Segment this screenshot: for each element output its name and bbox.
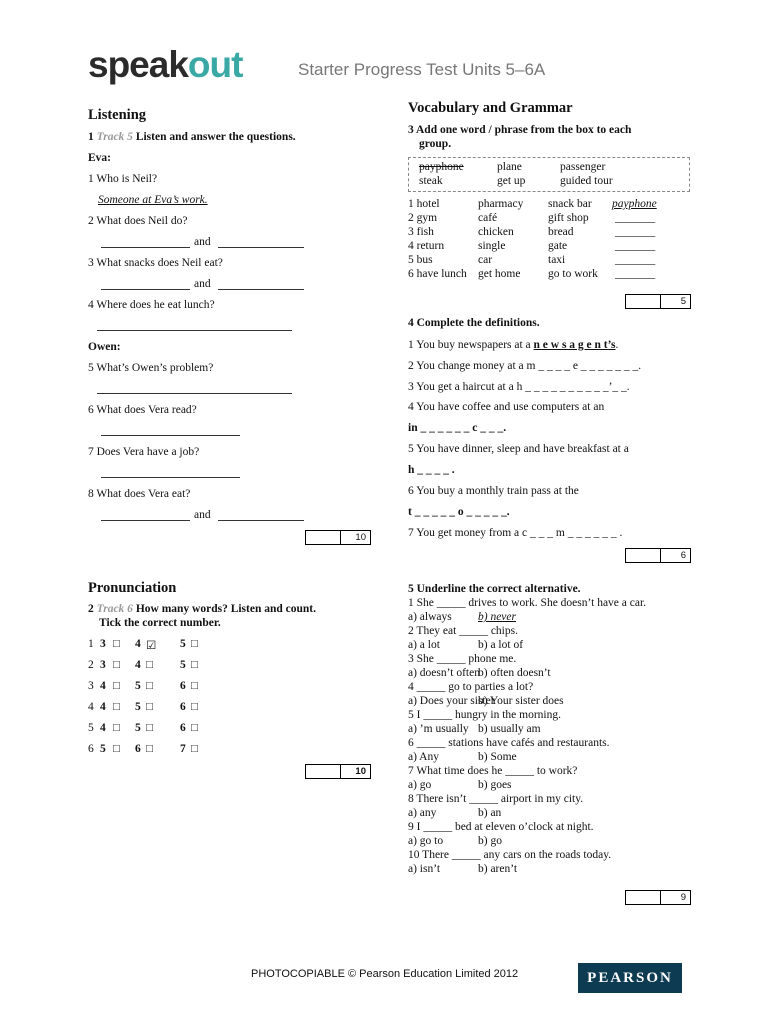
ex5-instruction: 5 Underline the correct alternative.: [408, 583, 581, 595]
and-label: and: [194, 236, 211, 248]
listening-score-box[interactable]: 10: [305, 530, 371, 545]
pron-row-number: 3: [88, 680, 94, 692]
pron-row-number: 5: [88, 722, 94, 734]
word-box-item: payphone: [419, 161, 464, 173]
tick-box[interactable]: □: [191, 722, 198, 734]
pron-option: 5: [180, 659, 186, 671]
definition-3: 3 You get a haircut at a h _ _ _ _ _ _ _ _ _ _’_ _.: [408, 381, 630, 393]
pron-option: 4: [100, 722, 106, 734]
pron-option: 6: [180, 680, 186, 692]
and-label: and: [194, 509, 211, 521]
definition-6-blanks[interactable]: t _ _ _ _ _ o _ _ _ _ _.: [408, 506, 510, 518]
ex5-question: 1 She _____ drives to work. She doesn’t have a car.: [408, 597, 647, 609]
listening-q1: 1 Who is Neil?: [88, 173, 158, 185]
answer-line[interactable]: [97, 330, 292, 331]
definition-2: 2 You change money at a m _ _ _ _ e _ _ _ _ _ _ _.: [408, 360, 642, 372]
pronunciation-heading: Pronunciation: [88, 580, 177, 596]
listening-q8: 8 What does Vera eat?: [88, 488, 191, 500]
ex5-option-b[interactable]: b) never: [478, 611, 516, 623]
ex3-instruction-line2: group.: [419, 138, 452, 150]
tick-box[interactable]: □: [146, 743, 153, 755]
group-word: pharmacy: [478, 198, 524, 210]
pron-option: 5: [180, 638, 186, 650]
pron-option: 4: [135, 638, 141, 650]
definition-5: 5 You have dinner, sleep and have breakfast at a: [408, 443, 629, 455]
tick-box[interactable]: □: [191, 659, 198, 671]
tick-box[interactable]: □: [191, 743, 198, 755]
ex3-score-box[interactable]: 5: [625, 294, 691, 309]
answer-line[interactable]: [101, 477, 240, 478]
ex5-option-a[interactable]: a) a lot: [408, 639, 440, 651]
tick-box[interactable]: □: [191, 680, 198, 692]
owen-label: Owen:: [88, 341, 121, 353]
answer-line[interactable]: [218, 247, 304, 248]
word-box-item: steak: [419, 175, 443, 187]
definition-5-blanks[interactable]: h _ _ _ _ .: [408, 464, 455, 476]
ex5-option-b[interactable]: b) aren’t: [478, 863, 518, 875]
listening-q5: 5 What’s Owen’s problem?: [88, 362, 214, 374]
pron-option: 3: [100, 638, 106, 650]
ex5-option-a[interactable]: a) always: [408, 611, 452, 623]
ex5-option-a[interactable]: a) go to: [408, 835, 444, 847]
ex5-option-b[interactable]: b) Some: [478, 751, 517, 763]
group-answer: payphone: [612, 198, 657, 210]
group-answer[interactable]: _______: [615, 268, 656, 280]
group-answer[interactable]: _______: [615, 212, 656, 224]
pron-option: 4: [135, 659, 141, 671]
tick-box[interactable]: □: [146, 680, 153, 692]
ex5-question: 9 I _____ bed at eleven o’clock at night.: [408, 821, 594, 833]
group-word: 4 return: [408, 240, 445, 252]
pron-option: 6: [135, 743, 141, 755]
speakout-logo: speakout: [88, 44, 243, 85]
ex5-question: 4 _____ go to parties a lot?: [408, 681, 534, 693]
pearson-logo: PEARSON: [578, 963, 682, 993]
vocab-heading: Vocabulary and Grammar: [408, 100, 573, 116]
tick-box[interactable]: □: [113, 722, 120, 734]
and-label: and: [194, 278, 211, 290]
definition-4: 4 You have coffee and use computers at an: [408, 401, 605, 413]
tick-box[interactable]: □: [113, 701, 120, 713]
copyright-notice: PHOTOCOPIABLE © Pearson Education Limited 2012: [251, 968, 519, 980]
ex5-question: 10 There _____ any cars on the roads today.: [408, 849, 612, 861]
definition-7: 7 You get money from a c _ _ _ m _ _ _ _ _ _ .: [408, 527, 623, 539]
pron-option: 7: [180, 743, 186, 755]
ex5-option-b[interactable]: b) an: [478, 807, 502, 819]
pron-row-number: 2: [88, 659, 94, 671]
ex5-question: 3 She _____ phone me.: [408, 653, 517, 665]
group-word: get home: [478, 268, 521, 280]
group-word: car: [478, 254, 493, 266]
group-word: snack bar: [548, 198, 592, 210]
ex5-option-b[interactable]: b) go: [478, 835, 502, 847]
definition-6: 6 You buy a monthly train pass at the: [408, 485, 579, 497]
tick-box[interactable]: □: [113, 638, 120, 650]
tick-box[interactable]: □: [191, 638, 198, 650]
ex5-question: 5 I _____ hungry in the morning.: [408, 709, 561, 721]
ex4-instruction: 4 Complete the definitions.: [408, 317, 540, 329]
listening-q6: 6 What does Vera read?: [88, 404, 197, 416]
pronunciation-score-box[interactable]: 10: [305, 764, 371, 779]
group-word: 2 gym: [408, 212, 438, 224]
group-word: taxi: [548, 254, 566, 266]
pron-option: 5: [135, 722, 141, 734]
ex5-score-box[interactable]: 9: [625, 890, 691, 905]
pronunciation-instruction-line2: Tick the correct number.: [99, 617, 221, 629]
group-word: café: [478, 212, 498, 224]
listening-instruction: 1 Track 5 Listen and answer the questions.: [88, 131, 296, 143]
listening-q7: 7 Does Vera have a job?: [88, 446, 200, 458]
group-word: 5 bus: [408, 254, 433, 266]
tick-box[interactable]: □: [191, 701, 198, 713]
answer-line[interactable]: [101, 289, 190, 290]
ex5-option-b[interactable]: b) goes: [478, 779, 512, 791]
word-box-item: guided tour: [560, 175, 613, 187]
tick-box[interactable]: □: [113, 680, 120, 692]
listening-q4: 4 Where does he eat lunch?: [88, 299, 215, 311]
answer-line[interactable]: [218, 520, 304, 521]
ex5-option-b[interactable]: b) a lot of: [478, 639, 524, 651]
group-word: single: [478, 240, 506, 252]
group-answer[interactable]: _______: [615, 226, 656, 238]
pronunciation-instruction: 2 Track 6 How many words? Listen and count.: [88, 603, 317, 615]
ex5-question: 7 What time does he _____ to work?: [408, 765, 578, 777]
ex5-option-a[interactable]: a) ’m usually: [408, 723, 469, 735]
test-title: Starter Progress Test Units 5–6A: [298, 60, 546, 79]
ex5-option-b[interactable]: b) Your sister does: [478, 695, 564, 707]
ex5-option-b[interactable]: b) often doesn’t: [478, 667, 551, 679]
answer-line[interactable]: [97, 393, 292, 394]
group-word: 1 hotel: [408, 198, 440, 210]
pron-row-number: 1: [88, 638, 94, 650]
pron-option: 5: [100, 743, 106, 755]
ex5-option-a[interactable]: a) isn’t: [408, 863, 441, 875]
ex5-option-a[interactable]: a) go: [408, 779, 432, 791]
word-box-item: passenger: [560, 161, 606, 173]
group-word: bread: [548, 226, 574, 238]
pron-row-number: 4: [88, 701, 94, 713]
pron-row-number: 6: [88, 743, 94, 755]
pron-option: 4: [100, 701, 106, 713]
pron-option: 4: [100, 680, 106, 692]
listening-heading: Listening: [88, 107, 147, 123]
answer-line[interactable]: [101, 435, 240, 436]
ex5-option-a[interactable]: a) Does your sister: [408, 695, 495, 707]
group-word: chicken: [478, 226, 514, 238]
ex5-question: 6 _____ stations have cafés and restaurants.: [408, 737, 610, 749]
tick-box[interactable]: □: [113, 659, 120, 671]
group-answer[interactable]: _______: [615, 254, 656, 266]
pron-option: 3: [100, 659, 106, 671]
ex5-option-b[interactable]: b) usually am: [478, 723, 541, 735]
ex5-question: 8 There isn’t _____ airport in my city.: [408, 793, 584, 805]
definition-1: 1 You buy newspapers at a n e w s a g e n t’s.: [408, 339, 619, 351]
ex5-option-a[interactable]: a) Any: [408, 751, 439, 763]
ex3-instruction: 3 Add one word / phrase from the box to each: [408, 124, 632, 136]
ex5-option-a[interactable]: a) any: [408, 807, 437, 819]
answer-line[interactable]: [101, 247, 190, 248]
pron-option: 5: [135, 701, 141, 713]
tick-box[interactable]: □: [146, 659, 153, 671]
tick-box[interactable]: □: [146, 722, 153, 734]
group-word: gate: [548, 240, 568, 252]
pron-option: 5: [135, 680, 141, 692]
ex5-question: 2 They eat _____ chips.: [408, 625, 518, 637]
listening-q2: 2 What does Neil do?: [88, 215, 188, 227]
listening-q1-example: Someone at Eva’s work.: [98, 194, 208, 206]
group-word: go to work: [548, 268, 598, 280]
ex5-option-a[interactable]: a) doesn’t often: [408, 667, 480, 679]
word-box-item: plane: [497, 161, 522, 173]
tick-box[interactable]: □: [146, 701, 153, 713]
tick-box[interactable]: □: [113, 743, 120, 755]
eva-label: Eva:: [88, 152, 111, 164]
group-word: 3 fish: [408, 226, 434, 238]
group-word: 6 have lunch: [408, 268, 467, 280]
word-box-item: get up: [497, 175, 526, 187]
tick-box[interactable]: ☑: [146, 640, 157, 652]
pron-option: 6: [180, 701, 186, 713]
answer-line[interactable]: [101, 520, 190, 521]
group-answer[interactable]: _______: [615, 240, 656, 252]
ex4-score-box[interactable]: 6: [625, 548, 691, 563]
pron-option: 6: [180, 722, 186, 734]
group-word: gift shop: [548, 212, 589, 224]
answer-line[interactable]: [218, 289, 304, 290]
definition-4-blanks[interactable]: in _ _ _ _ _ _ c _ _ _.: [408, 422, 507, 434]
listening-q3: 3 What snacks does Neil eat?: [88, 257, 223, 269]
